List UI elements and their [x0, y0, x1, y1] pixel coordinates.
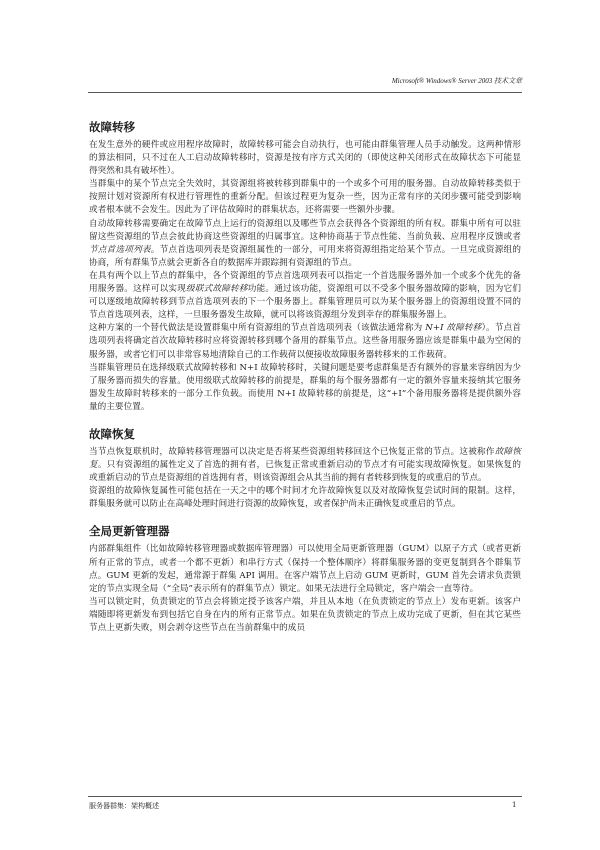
- body-paragraph: [89, 362, 521, 414]
- document-body: [89, 120, 521, 648]
- text-run: 当群集中的某个节点完全失效时，其资源组将被转移到群集中的一个或多个可用的服务器。自动故障转移类似于按照计划对资源所有权进行管理性的重新分配。但该过程更为复杂一些，因为正常有序的关闭步骤可能受到影响或者根本就不会发生。因此为了评估故障时的群集状态，还将需要一些额外步骤。: [89, 179, 521, 216]
- header-divider: [88, 92, 522, 93]
- body-paragraph: [89, 322, 521, 361]
- text-run: ）。节点首选项列表将确定首次故障转移时应将资源转移到哪个备用的群集节点。这些备用服务器应该是群集中最为空闲的服务器，或者它们可以非常容易地清除自己的工作载荷以便接收故障服务器转移来的工作载荷。: [89, 323, 522, 360]
- footer-document-title: 服务器群集：架构概述: [89, 802, 159, 810]
- text-run: 功能。通过该功能，资源组可以不受多个服务器故障的影响，因为它们可以逐级地故障转移到节点首选项列表的下一个服务器上。群集管理员可以为某个服务器上的资源组设置不同的节点首选项列表，这样，一旦服务器发生故障，就可以将该资源组分发到幸存的群集服务器上。: [89, 284, 521, 321]
- text-run: 在具有两个以上节点的群集中，各个资源组的节点首选项列表可以指定一个首选服务器外加一个或多个优先的备用服务器。这样可以实现: [89, 270, 521, 295]
- text-run: 在发生意外的硬件或应用程序故障时，故障转移可能会自动执行，也可能由群集管理人员手动触发。这两种情形的算法相同，只不过在人工启动故障转移时，资源是按有序方式关闭的（即使这种关闭形式在故障状态下可能显得突然和具有破坏性）。: [89, 140, 521, 177]
- body-paragraph: [89, 139, 521, 178]
- body-paragraph: [89, 543, 521, 595]
- text-run: 当节点恢复联机时，故障转移管理器可以决定是否将某些资源组转移回这个已恢复正常的节点。这被称作: [89, 446, 495, 457]
- text-run: 当可以锁定时，负责锁定的节点会将锁定授予该客户端，并且从本地（在负责锁定的节点上）发布更新。该客户端随即将更新发布到包括它自身在内的所有正常节点。如果在负责锁定的节点上成功完成了更新，但在其它某些节点上更新失败，则会剥夺这些节点在当前群集中的成员: [89, 596, 521, 633]
- section: [89, 524, 521, 635]
- text-run: 内部群集组件（比如故障转移管理器或数据库管理器）可以使用全局更新管理器（GUM）以原子方式（或者更新所有正常的节点，或者一个都不更新）和串行方式（保持一个整体顺序）将群集服务器的变更复制到各个群集节点。GUM 更新的发起，通常源于群集 API 调用。在客户端节点上启动 GUM 更新时，GUM 首先会请求负责锁定的节点实现全局（“全局”表示所有的群集节点）锁定。如果无法进行全局锁定，客户端会一直等待。: [89, 544, 521, 594]
- section-heading: 全局更新管理器: [89, 524, 170, 539]
- text-run: 当群集管理员在选择级联式故障转移和 N+I 故障转移时，关键问题是要考虑群集是否有额外的容量来容纳因为少了服务器而损失的容量。使用级联式故障转移的前提是，群集的每个服务器都有一定的额外容量来接纳其它服务器发生故障时转移来的一部分工作负载。而使用 N+I 故障转移的前提是，这“+I”个备用服务器将是提供额外容量的主要位置。: [89, 362, 521, 412]
- body-paragraph: [89, 485, 521, 511]
- footer-divider: [88, 796, 522, 797]
- body-paragraph: [89, 270, 521, 322]
- section: [89, 427, 521, 511]
- body-paragraph: [89, 178, 521, 217]
- body-paragraph: [89, 446, 521, 485]
- section-heading: 故障恢复: [89, 426, 135, 441]
- body-paragraph: [89, 218, 521, 270]
- text-run: 资源组的故障恢复属性可能包括在一天之中的哪个时间才允许故障恢复以及对故障恢复尝试时间的限制。这样，群集服务就可以防止在高峰处理时间进行资源的故障恢复，或者保护尚未正确恢复或重启的节点。: [89, 486, 521, 510]
- section-heading: 故障转移: [89, 120, 135, 134]
- text-run: 。只有资源组的属性定义了首选的拥有者，已恢复正常或重新启动的节点才有可能实现故障恢复。如果恢复的或重新启动的节点是资源组的首选拥有者，则该资源组会从其当前的拥有者转移到恢复的或重启的节点。: [89, 460, 521, 484]
- text-run: 这种方案的一个替代做法是设置群集中所有资源组的节点首选项列表（该做法通常称为: [89, 323, 426, 334]
- text-run: 。节点首选项列表是资源组属性的一部分，可用来将资源组指定给某个节点。一旦完成资源组的协商，所有群集节点就会更新各自的数据库并跟踪拥有资源组的节点。: [89, 244, 521, 268]
- italic-term: 级联式故障转移: [186, 284, 248, 295]
- document-header-title: Microsoft® Windows® Server 2003 技术文章: [391, 77, 522, 85]
- italic-term: 节点首选项列表: [89, 244, 151, 255]
- body-paragraph: [89, 596, 521, 635]
- text-run: 自动故障转移需要确定在故障节点上运行的资源组以及哪些节点会获得各个资源组的所有权。群集中所有可以驻留这些资源组的节点会彼此协商这些资源组的归属事宜。这种协商基于节点性能、当前负载、应用程序反馈或者: [89, 218, 521, 242]
- italic-term: N+I 故障转移: [425, 323, 482, 334]
- section: [89, 120, 521, 414]
- italic-term: 故障恢复: [89, 446, 521, 471]
- page-number: 1: [512, 801, 517, 809]
